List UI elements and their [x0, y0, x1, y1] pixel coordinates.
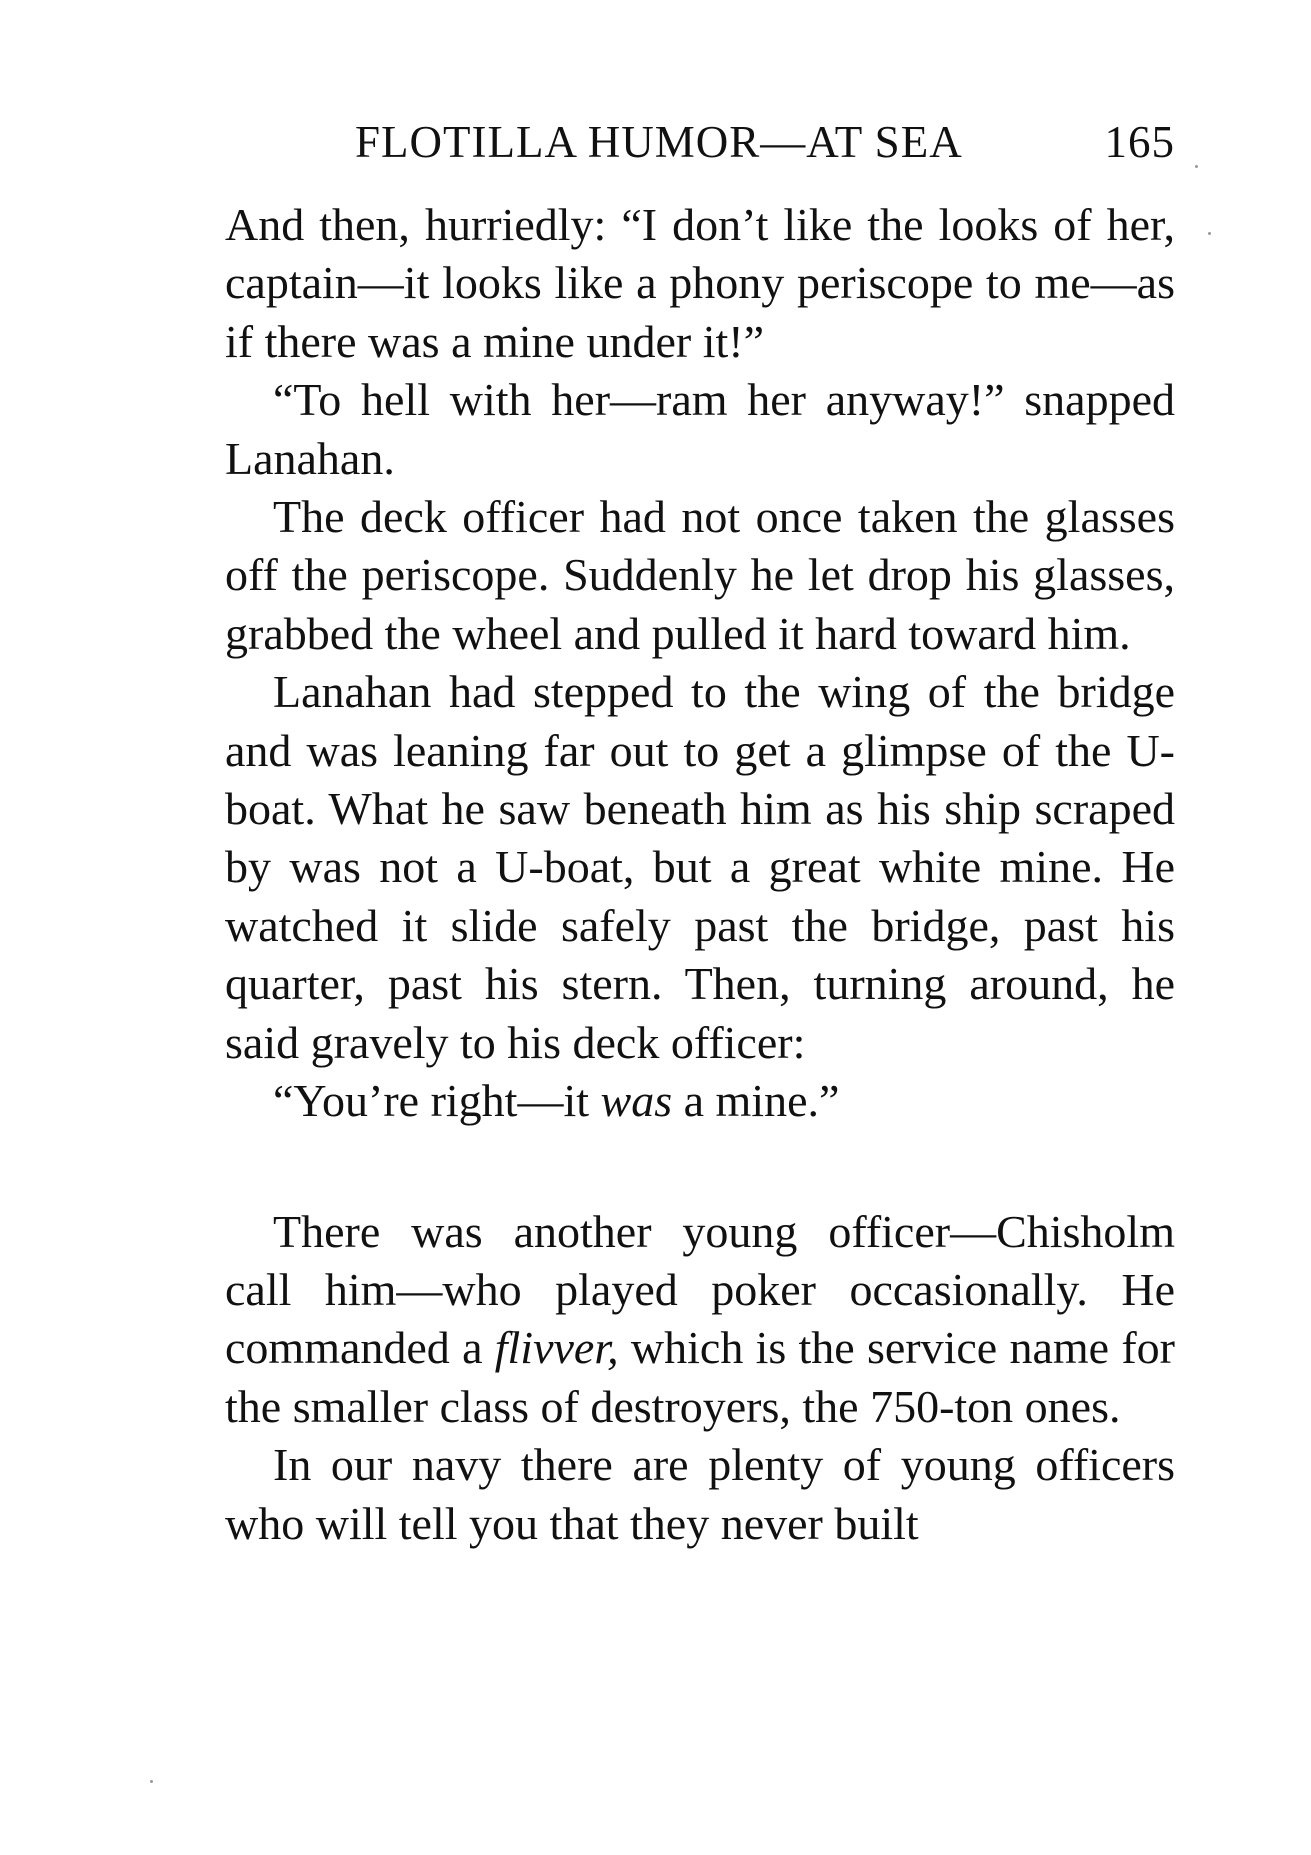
- body-text: [225, 196, 1175, 1553]
- text-run: And then, hurriedly: “I don’t like the looks of her, captain—it looks like a phony periscope to me—as if there was a mine under it!”: [225, 199, 1175, 367]
- text-run: The deck officer had not once taken the glasses off the periscope. Suddenly he let drop his glasses, grabbed the wheel and pulled it hard toward him.: [225, 491, 1175, 659]
- italic-text: was: [600, 1075, 673, 1127]
- text-run: which is the service name for the smaller class of destroyers, the 750-ton ones.: [225, 1322, 1175, 1432]
- italic-text: flivver,: [494, 1322, 619, 1374]
- paragraph: [225, 1436, 1175, 1553]
- section-break: [225, 1131, 1175, 1203]
- text-run: “To hell with her—ram her anyway!” snapped Lanahan.: [225, 374, 1175, 484]
- page-number: 165: [1104, 117, 1175, 167]
- text-run: a mine.”: [672, 1075, 840, 1127]
- paragraph: [225, 196, 1175, 371]
- stray-mark: [150, 1780, 153, 1783]
- stray-mark: [1208, 232, 1211, 235]
- running-head: [225, 112, 1175, 172]
- text-run: “You’re right—it: [273, 1075, 601, 1127]
- text-run: In our navy there are plenty of young officers who will tell you that they never built: [225, 1439, 1175, 1549]
- paragraph: [225, 663, 1175, 1072]
- paragraph: [225, 1072, 1175, 1130]
- running-head-title: FLOTILLA HUMOR—AT SEA: [355, 117, 963, 167]
- paragraph: [225, 488, 1175, 663]
- stray-mark: [1195, 165, 1198, 168]
- paragraph: [225, 371, 1175, 488]
- text-run: There was another young officer—Chisholm call him—who played poker occasionally. He commanded a: [225, 1205, 1175, 1374]
- paragraph: [225, 1203, 1175, 1437]
- text-run: Lanahan had stepped to the wing of the bridge and was leaning far out to get a glimpse of the U-boat. What he saw beneath him as his ship scraped by was not a U-boat, but a great white mine. He watched it slide safely past the bridge, past his quarter, past his stern. Then, turning around, he said gravely to his deck officer:: [225, 666, 1175, 1068]
